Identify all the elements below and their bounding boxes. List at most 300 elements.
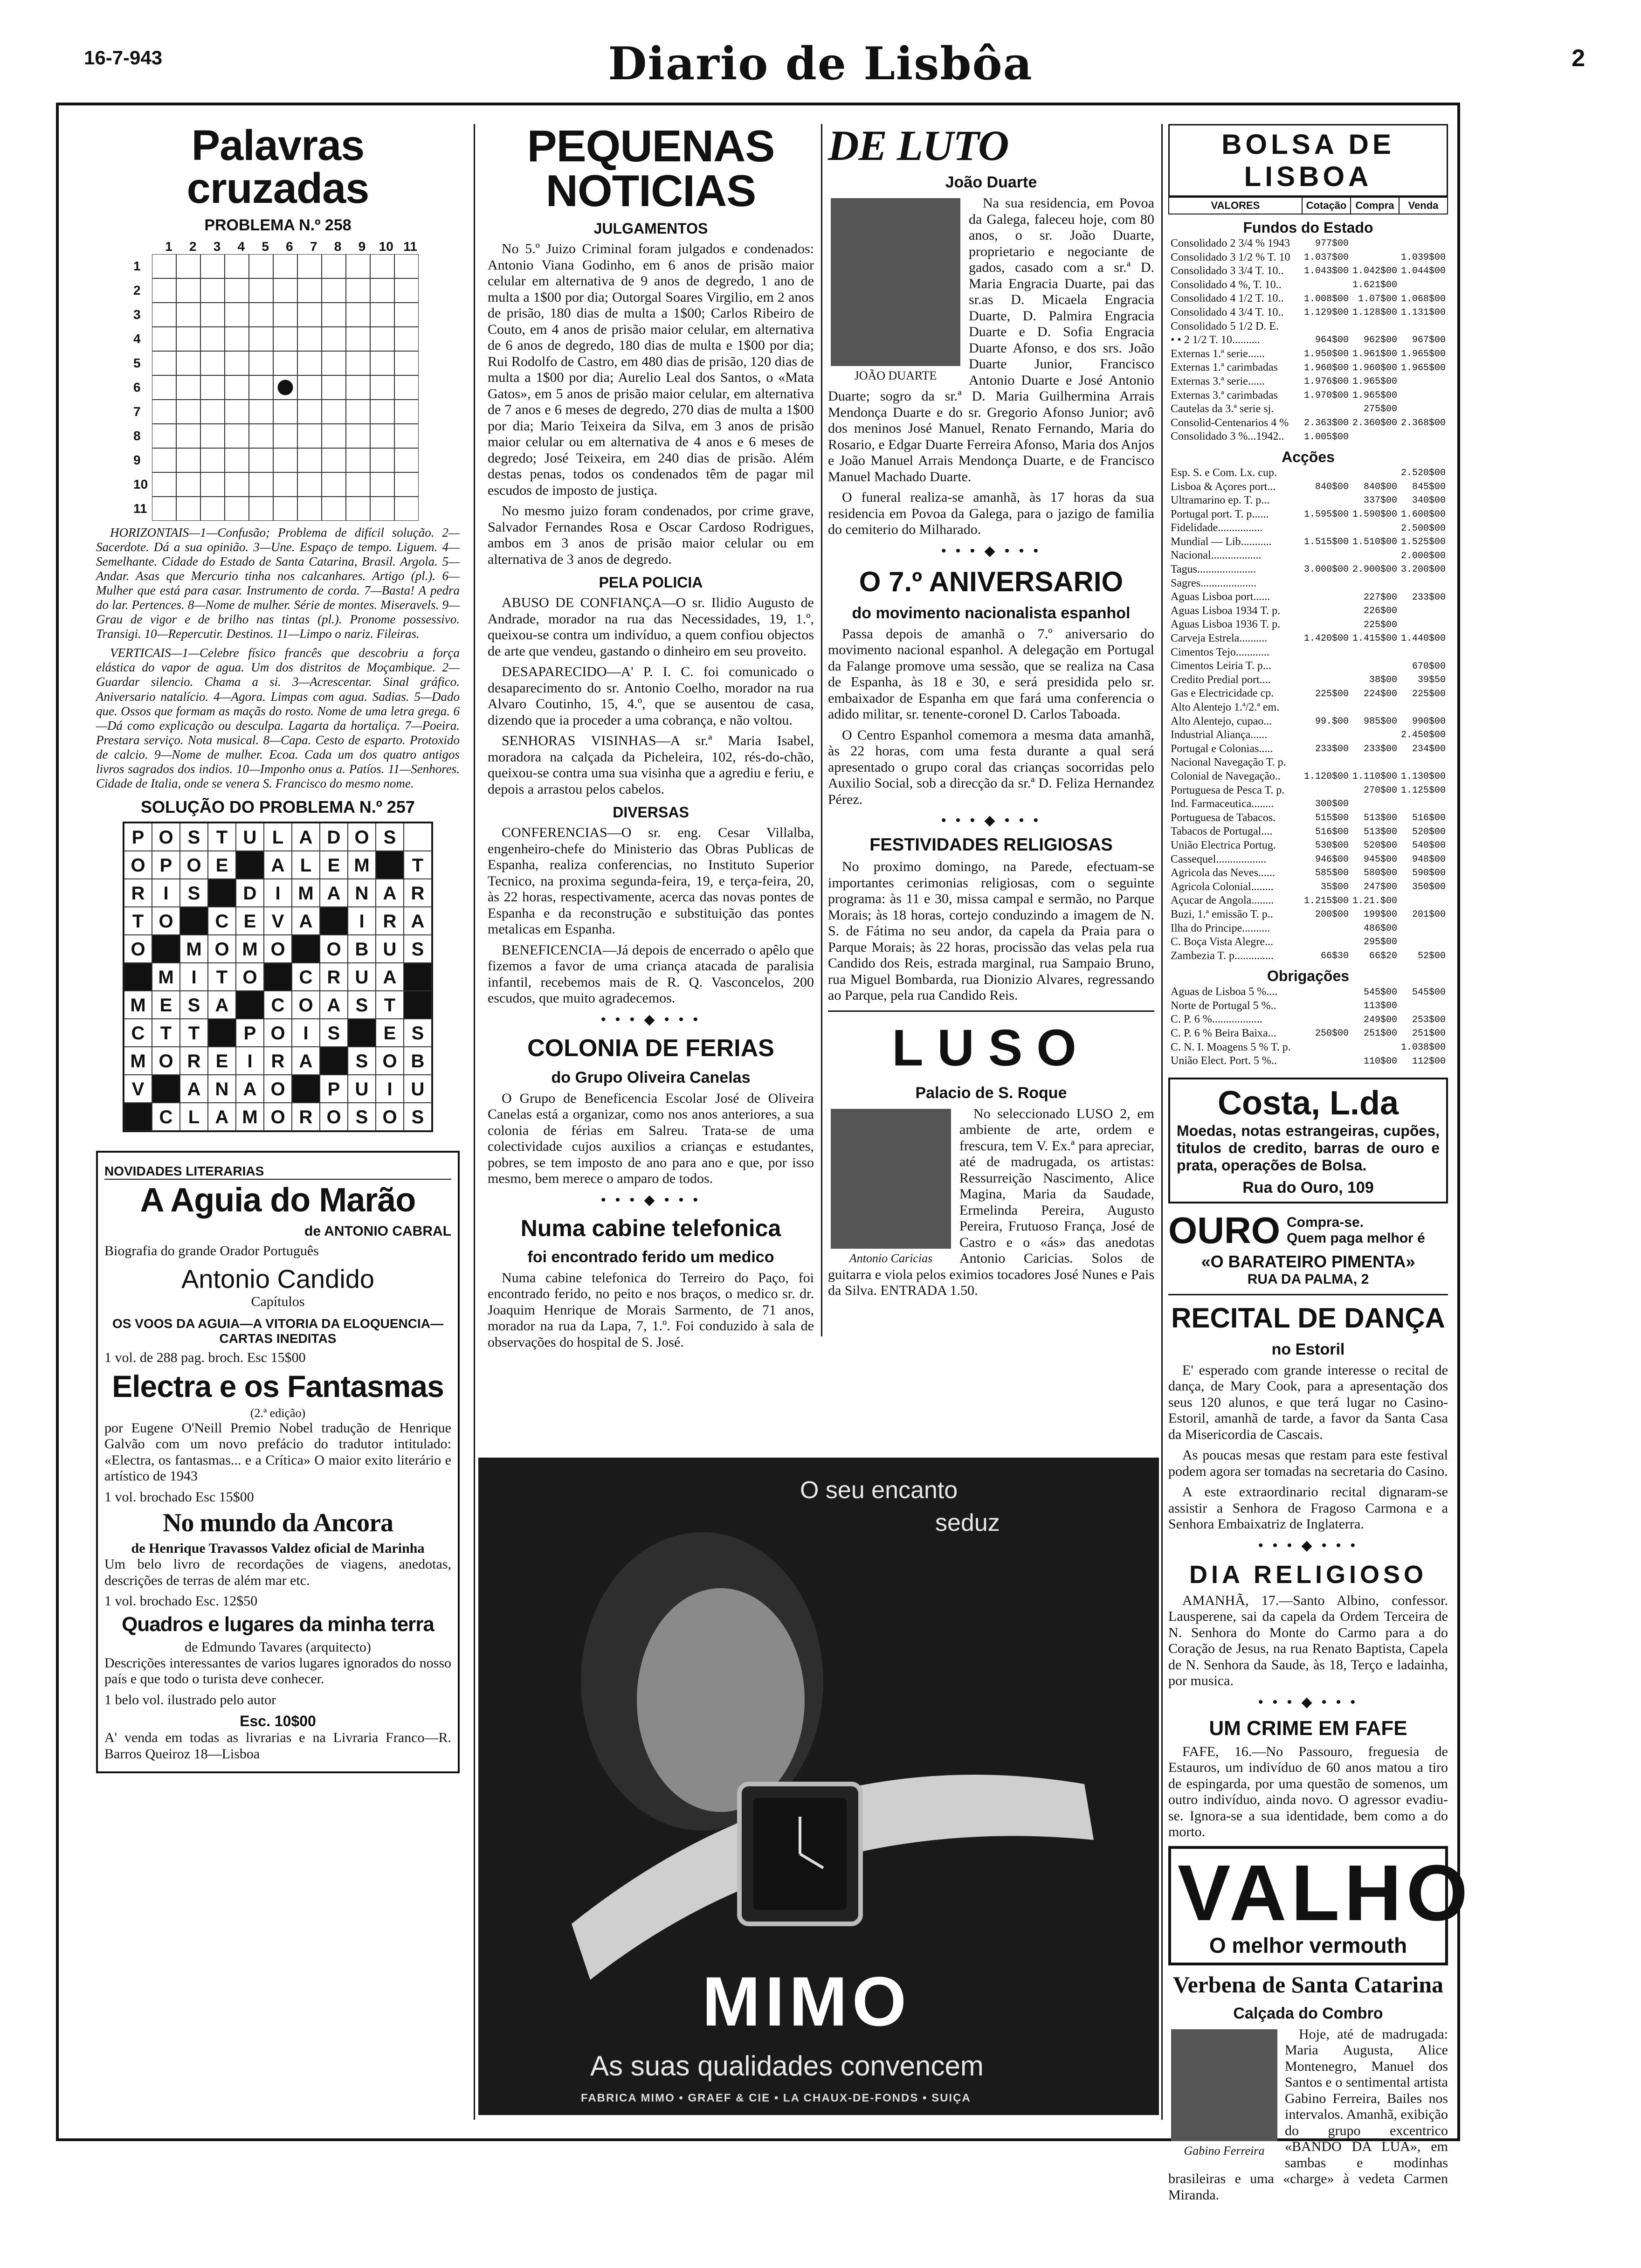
- crossword-cell[interactable]: [176, 472, 200, 497]
- crossword-col-number: 9: [358, 239, 366, 254]
- crossword-cell[interactable]: [225, 448, 249, 472]
- bolsa-row: [1169, 590, 1448, 604]
- newspaper-title: Diario de Lisbôa: [608, 37, 1033, 90]
- bolsa-price-cell: 52$00: [1417, 950, 1446, 961]
- crossword-cell[interactable]: [297, 424, 322, 448]
- julgamentos-text-1: No 5.º Juizo Criminal foram julgados e condenados: Antonio Viana Godinho, em 6 anos de prisão maior celular em alternativa de 9 anos de degredo, 1 ano de multa a 1$00 por dia; Outorgal Soares Virgilio, em 2 anos de prisão, 180 dias de multa a 1$00; Carlos Ribeiro de Couto, em 4 anos de prisão maior celular, em alternativa de 6 anos de degredo, 180 dias de multa e 1$00 por dia; Rui Rodolfo de Castro, em 480 dias de prisão, 120 dias de multa a 1$00 por dia; Aurelio Leal dos Santos, o «Mata Gatos», em 5 anos de prisão maior celular, em alternativa de 7 anos e 6 meses de degredo, 270 dias de multa a 1$00 por dia; Mario Teixeira da Silva, em 3 anos de prisão maior celular ou em alternativa de 4 anos e 6 meses de degredo; José Teixeira, em 240 dias de prisão. Além destas penas, todos os condenados têm de pagar mil escudos de imposto de justiça.: [488, 241, 814, 498]
- solution-cell: E: [320, 851, 348, 879]
- crossword-cell[interactable]: [273, 278, 297, 303]
- crossword-cell[interactable]: [152, 303, 176, 327]
- crossword-cell[interactable]: [322, 303, 346, 327]
- crossword-cell[interactable]: [200, 497, 225, 521]
- crossword-cell[interactable]: [297, 497, 322, 521]
- crossword-cell[interactable]: [322, 400, 346, 424]
- crossword-cell[interactable]: [297, 448, 322, 472]
- crossword-cell[interactable]: [225, 497, 249, 521]
- crossword-cell[interactable]: [249, 472, 273, 497]
- solution-cell: [292, 1075, 320, 1103]
- crossword-cell[interactable]: [322, 424, 346, 448]
- de-luto-title: DE LUTO: [828, 122, 1009, 169]
- bolsa-row: [1169, 646, 1448, 660]
- column-rule: [821, 124, 822, 1336]
- crossword-cell[interactable]: [273, 448, 297, 472]
- bolsa-section-name: Obrigações: [1267, 968, 1350, 985]
- crossword-row-number: 6: [133, 380, 141, 394]
- crossword-cell[interactable]: [152, 424, 176, 448]
- book3-title: No mundo da Ancora: [163, 1508, 393, 1538]
- solution-cell: E: [236, 907, 264, 935]
- solution-cell: R: [180, 1047, 208, 1075]
- bolsa-security-name: Consolidado 4 %, T. 10..: [1171, 278, 1282, 291]
- crossword-cell[interactable]: [297, 254, 322, 278]
- crossword-cell[interactable]: [273, 497, 297, 521]
- crossword-cell[interactable]: [322, 448, 346, 472]
- recital-text-3: A este extraordinario recital dignaram-se assistir a Senhora de Fragoso Carmona e a Senhora Embaixatriz de Inglaterra.: [1168, 1484, 1448, 1532]
- crossword-cell[interactable]: [200, 303, 225, 327]
- solution-cell: T: [404, 851, 432, 879]
- crossword-cell[interactable]: [152, 351, 176, 375]
- aniversario-subtitle: do movimento nacionalista espanhol: [852, 604, 1131, 622]
- crossword-cell[interactable]: [346, 448, 370, 472]
- bolsa-security-name: Nacional Navegação T. p.: [1171, 756, 1286, 769]
- crossword-cell[interactable]: [176, 448, 200, 472]
- crossword-col-number: 1: [165, 239, 172, 254]
- solution-cell: A: [208, 1103, 236, 1131]
- bolsa-price-cell: [1399, 402, 1448, 416]
- crossword-row-number: 4: [133, 332, 141, 346]
- luso-photo: [831, 1109, 951, 1249]
- bolsa-price-cell: 2.368$00: [1400, 418, 1446, 429]
- bolsa-security-name: Externas 3.ª carimbadas: [1171, 389, 1278, 401]
- crossword-cell[interactable]: [200, 278, 225, 303]
- luso-text: No seleccionado LUSO 2, em ambiente de arte, ordem e frescura, tem V. Ex.ª para apreciar, até de madrugada, os artistas: Ressurreição Nascimento, Alice Magina, Maria da Saudade, Ermelinda Pereira, Augusto Pereira, Frutuoso França, José de Castro e o «ás» das anedotas Antonio Caricias. Solos de guitarra e viola pelos eximios tocadores José Nunes e Pais da Silva. ENTRADA 1.50.: [828, 1106, 1154, 1298]
- bolsa-price-cell: [1302, 922, 1351, 936]
- solution-cell: T: [208, 963, 236, 991]
- crossword-cell[interactable]: [200, 327, 225, 351]
- crossword-cell[interactable]: [346, 254, 370, 278]
- bolsa-table: [1168, 197, 1448, 1068]
- solution-cell: T: [376, 991, 404, 1019]
- bolsa-section-row: [1169, 963, 1448, 985]
- bolsa-security-name: C. Boça Vista Alegre...: [1171, 936, 1274, 948]
- column-rule: [474, 124, 475, 2120]
- crossword-cell[interactable]: [394, 424, 419, 448]
- crossword-cell[interactable]: [297, 351, 322, 375]
- bolsa-security-name: Esp. S. e Com. Lx. cup.: [1171, 466, 1277, 479]
- crossword-cell[interactable]: [225, 278, 249, 303]
- bolsa-price-cell: 1.420$00: [1303, 633, 1349, 644]
- crossword-cell[interactable]: [370, 472, 394, 497]
- crossword-cell[interactable]: [152, 400, 176, 424]
- crossword-cell[interactable]: [394, 254, 419, 278]
- solution-cell: S: [180, 991, 208, 1019]
- solution-cell: O: [292, 991, 320, 1019]
- book3-price: 1 vol. brochado Esc. 12$50: [104, 1593, 258, 1609]
- crossword-cell[interactable]: [200, 448, 225, 472]
- solution-cell: R: [264, 1047, 292, 1075]
- issue-date: 16-7-943: [84, 47, 163, 69]
- bolsa-security-name: Consolidado 3 %...1942..: [1171, 430, 1284, 443]
- bolsa-security-name: União Elect. Port. 5 %..: [1171, 1055, 1277, 1067]
- bolsa-price-cell: 3.200$00: [1400, 564, 1446, 575]
- bolsa-price-cell: [1302, 659, 1351, 673]
- bolsa-price-cell: [1399, 999, 1448, 1013]
- bolsa-price-cell: 110$00: [1363, 1056, 1397, 1067]
- crossword-cell[interactable]: [394, 497, 419, 521]
- crossword-horizontals: HORIZONTAIS—1—Confusão; Problema de difícil solução. 2—Sacerdote. Dá a sua opinião. 3—Une. Espaço de tempo. Liguem. 4—Semelhante. Cidade do Estado de Santa Catarina, Brasil. Argola. 5—Andar. Asas que Mercurio tinha nos calcanhares. Artigo (pl.). 6—Mulher que está para casar. Instrumento de corda. 7—Basta! A pedra do lar. Pertences. 8—Nome de mulher. Série de montes. Miseravels. 9—Grau de vigor e de brilho nas tintas (pl.). Pronome possessivo. Transigi. 10—Repercutir. Destinos. 11—Limpo o nariz. Fileiras.: [96, 526, 460, 641]
- solution-cell: O: [264, 1075, 292, 1103]
- diversas-text-1: CONFERENCIAS—O sr. eng. Cesar Villalba, engenheiro-chefe do Ministerio das Obras Publicas de Espanha, realiza conferencias, no Instituto Superior Tecnico, na proxima segunda-feira, 19, e terça-feira, 20, às 22 horas, respectivamente, acerca das novas pontes de Espanha e da reconstrução e substituição das pontes metalicas em Espanha.: [488, 825, 814, 937]
- crossword-cell[interactable]: [176, 278, 200, 303]
- bolsa-price-cell: 233$00: [1315, 744, 1349, 755]
- crossword-cell[interactable]: [225, 327, 249, 351]
- crossword-cell[interactable]: [152, 497, 176, 521]
- bolsa-security-name: Consolid-Centenarios 4 %: [1171, 416, 1289, 429]
- bolsa-security-name: Consolidado 4 1/2 T. 10..: [1171, 292, 1284, 305]
- crossword-cell[interactable]: [176, 254, 200, 278]
- solution-cell: P: [320, 1075, 348, 1103]
- solution-cell: O: [264, 935, 292, 963]
- bolsa-price-cell: 585$00: [1315, 868, 1349, 879]
- crossword-cell[interactable]: [176, 327, 200, 351]
- crossword-cell[interactable]: [200, 424, 225, 448]
- bolsa-price-cell: [1302, 604, 1351, 618]
- crossword-cell[interactable]: [249, 375, 273, 400]
- book2-price: 1 vol. brochado Esc 15$00: [104, 1489, 254, 1505]
- crossword-cell[interactable]: [297, 472, 322, 497]
- bolsa-price-cell: 66$20: [1369, 950, 1397, 961]
- crossword-cell[interactable]: [394, 303, 419, 327]
- crossword-cell[interactable]: [322, 375, 346, 400]
- solution-cell: U: [376, 935, 404, 963]
- solution-cell: M: [236, 935, 264, 963]
- crossword-cell[interactable]: [322, 351, 346, 375]
- cabine-text: Numa cabine telefonica do Terreiro do Paço, foi encontrado ferido, no peito e nos braços, o medico sr. dr. Joaquim Henrique de Morais Sarmento, de 71 anos, morador na rua da Lapa, 7, 1.º. Foi conduzido à sala de observações do hospital de S. José.: [488, 1270, 814, 1350]
- solution-cell: T: [180, 1019, 208, 1047]
- crossword-cell[interactable]: [225, 254, 249, 278]
- luso-title: LUSO: [892, 1019, 1090, 1077]
- crossword-cell[interactable]: [297, 375, 322, 400]
- solution-cell: A: [208, 991, 236, 1019]
- crossword-cell[interactable]: [225, 424, 249, 448]
- book1-chapters-label: Capítulos: [251, 1294, 305, 1310]
- bolsa-price-cell: 99.$00: [1315, 716, 1349, 727]
- solution-cell: S: [180, 823, 208, 851]
- crossword-cell[interactable]: [370, 424, 394, 448]
- crossword-cell[interactable]: [394, 448, 419, 472]
- bolsa-security-name: Aguas de Lisboa 5 %....: [1171, 986, 1278, 998]
- bolsa-header-venda: Venda: [1399, 197, 1448, 214]
- bolsa-section-name: Fundos do Estado: [1243, 219, 1373, 236]
- solution-cell: C: [292, 963, 320, 991]
- crossword-cell[interactable]: [249, 303, 273, 327]
- crossword-cell[interactable]: [152, 448, 176, 472]
- column-crossword: [96, 124, 460, 2120]
- crossword-cell[interactable]: [176, 497, 200, 521]
- bolsa-price-cell: [1399, 894, 1448, 908]
- bolsa-price-cell: 1.130$00: [1400, 771, 1446, 782]
- bolsa-row: [1169, 797, 1448, 811]
- bolsa-security-name: Lisboa & Açores port...: [1171, 480, 1276, 493]
- bolsa-row: [1169, 770, 1448, 784]
- bolsa-price-cell: [1351, 756, 1399, 770]
- crossword-col-number: 6: [286, 239, 293, 254]
- bolsa-row: [1169, 935, 1448, 949]
- crossword-cell[interactable]: [176, 400, 200, 424]
- crossword-row-number: 3: [133, 307, 141, 322]
- crossword-cell[interactable]: [394, 472, 419, 497]
- bolsa-security-name: C. N. I. Moagens 5 % T. p.: [1171, 1041, 1291, 1053]
- crossword-cell[interactable]: [370, 448, 394, 472]
- bolsa-security-name: Consolidado 3 1/2 % T. 10: [1171, 251, 1290, 263]
- crossword-cell[interactable]: [152, 327, 176, 351]
- bolsa-price-cell: 1.415$00: [1352, 633, 1397, 644]
- crossword-cell[interactable]: [346, 278, 370, 303]
- pequenas-noticias-title: PEQUENAS NOTICIAS: [527, 121, 775, 216]
- bolsa-price-cell: 516$00: [1315, 826, 1349, 837]
- solution-cell: [236, 991, 264, 1019]
- page-header: [0, 0, 1641, 93]
- crossword-cell[interactable]: [200, 400, 225, 424]
- crossword-cell[interactable]: [200, 351, 225, 375]
- bolsa-price-cell: 1.525$00: [1400, 537, 1446, 548]
- bolsa-price-cell: [1351, 577, 1399, 591]
- crossword-cell[interactable]: [322, 497, 346, 521]
- solution-cell: R: [320, 963, 348, 991]
- solution-cell: S: [180, 879, 208, 907]
- crossword-cell[interactable]: [273, 351, 297, 375]
- ouro-line1: Compra-se.: [1287, 1214, 1364, 1230]
- bolsa-price-cell: 270$00: [1363, 785, 1397, 796]
- bolsa-price-cell: [1302, 756, 1351, 770]
- solution-cell: O: [376, 1103, 404, 1131]
- solution-cell: I: [376, 1075, 404, 1103]
- crossword-cell[interactable]: [346, 424, 370, 448]
- bolsa-price-cell: 234$00: [1412, 744, 1446, 755]
- crossword-cell[interactable]: [200, 375, 225, 400]
- crossword-cell[interactable]: [346, 327, 370, 351]
- crossword-cell[interactable]: [297, 327, 322, 351]
- crossword-cell[interactable]: [200, 254, 225, 278]
- bolsa-price-cell: 2.500$00: [1400, 523, 1446, 534]
- crossword-cell[interactable]: [370, 254, 394, 278]
- crossword-col-number: 5: [262, 239, 269, 254]
- diversas-heading: DIVERSAS: [613, 804, 689, 821]
- crossword-col-number: 8: [334, 239, 342, 254]
- bolsa-price-cell: 2.520$00: [1400, 468, 1446, 479]
- crossword-cell[interactable]: [273, 254, 297, 278]
- solution-cell: [404, 991, 432, 1019]
- bolsa-price-cell: [1302, 521, 1351, 535]
- solution-cell: M: [348, 851, 376, 879]
- crossword-cell[interactable]: [346, 472, 370, 497]
- bolsa-price-cell: 840$00: [1363, 481, 1397, 492]
- bolsa-security-name: Agricola Colonial........: [1171, 880, 1274, 893]
- crossword-cell[interactable]: [346, 351, 370, 375]
- crossword-cell[interactable]: [225, 303, 249, 327]
- bolsa-security-name: Mundial — Lib...........: [1171, 535, 1272, 548]
- bolsa-price-cell: 233$00: [1363, 744, 1397, 755]
- bolsa-price-cell: 545$00: [1412, 987, 1446, 998]
- crossword-cell[interactable]: [200, 472, 225, 497]
- bolsa-price-cell: 580$00: [1363, 868, 1397, 879]
- bolsa-row: [1169, 1041, 1448, 1055]
- crossword-cell[interactable]: [394, 351, 419, 375]
- bolsa-security-name: Cautelas da 3.ª serie sj.: [1171, 403, 1274, 415]
- bolsa-price-cell: 845$00: [1412, 481, 1446, 492]
- book2-edition: (2.ª edição): [250, 1406, 306, 1420]
- mimo-footer: FABRICA MIMO • GRAEF & CIE • LA CHAUX-DE-FONDS • SUIÇA: [581, 2092, 971, 2104]
- bolsa-price-cell: 590$00: [1412, 868, 1446, 879]
- crossword-cell[interactable]: [273, 400, 297, 424]
- solution-cell: A: [320, 991, 348, 1019]
- crossword-col-number: 4: [237, 239, 245, 254]
- crossword-cell[interactable]: [249, 327, 273, 351]
- bolsa-price-cell: 520$00: [1363, 840, 1397, 851]
- crossword-cell[interactable]: [249, 278, 273, 303]
- solution-cell: M: [152, 963, 180, 991]
- ornament-divider: • • • ◆ • • •: [1258, 1694, 1358, 1710]
- crossword-cell[interactable]: [394, 400, 419, 424]
- crossword-cell[interactable]: [346, 303, 370, 327]
- crossword-cell[interactable]: [322, 278, 346, 303]
- solution-cell: N: [348, 879, 376, 907]
- crossword-cell[interactable]: [273, 327, 297, 351]
- crossword-cell[interactable]: [176, 424, 200, 448]
- crossword-cell[interactable]: [346, 375, 370, 400]
- bolsa-security-name: Consolidado 3 3/4 T. 10..: [1171, 265, 1284, 277]
- bolsa-security-name: Aguas Lisboa 1934 T. p.: [1171, 604, 1281, 617]
- solution-cell: A: [292, 823, 320, 851]
- crossword-cell[interactable]: [152, 254, 176, 278]
- crossword-cell[interactable]: [370, 327, 394, 351]
- crossword-cell[interactable]: [249, 424, 273, 448]
- bolsa-row: [1169, 389, 1448, 403]
- crossword-cell[interactable]: [297, 303, 322, 327]
- bolsa-price-cell: 1.515$00: [1303, 537, 1349, 548]
- solution-cell: O: [124, 851, 152, 879]
- book4-author: de Edmundo Tavares (arquitecto): [185, 1639, 371, 1655]
- solution-cell: S: [348, 1047, 376, 1075]
- crossword-cell[interactable]: [152, 278, 176, 303]
- crossword-cell[interactable]: [297, 400, 322, 424]
- crossword-cell[interactable]: [297, 278, 322, 303]
- bolsa-security-name: Carveja Estrela..........: [1171, 632, 1268, 645]
- crossword-cell[interactable]: [249, 448, 273, 472]
- ornament-divider: • • • ◆ • • •: [941, 543, 1041, 559]
- solution-cell: T: [124, 907, 152, 935]
- bolsa-price-cell: 233$00: [1412, 592, 1446, 603]
- solution-cell: A: [376, 963, 404, 991]
- crossword-cell[interactable]: [249, 351, 273, 375]
- bolsa-price-cell: 1.044$00: [1400, 266, 1446, 277]
- bolsa-price-cell: [1399, 797, 1448, 811]
- solution-cell: M: [180, 935, 208, 963]
- bolsa-row: [1169, 333, 1448, 347]
- bolsa-price-cell: 250$00: [1315, 1028, 1349, 1039]
- crossword-cell[interactable]: [370, 375, 394, 400]
- crossword-cell[interactable]: [394, 327, 419, 351]
- bolsa-price-cell: [1302, 1013, 1351, 1027]
- crossword-cell[interactable]: [225, 400, 249, 424]
- bolsa-row: [1169, 632, 1448, 646]
- crossword-cell[interactable]: [225, 375, 249, 400]
- ouro-word: OURO: [1168, 1209, 1280, 1251]
- verbena-photo: [1171, 2029, 1277, 2141]
- crossword-cell[interactable]: [273, 424, 297, 448]
- bolsa-row: [1169, 402, 1448, 416]
- solution-cell: A: [292, 907, 320, 935]
- valho-subtitle: O melhor vermouth: [1209, 1933, 1407, 1957]
- crossword-cell[interactable]: [273, 472, 297, 497]
- crossword-cell[interactable]: [322, 327, 346, 351]
- crossword-cell[interactable]: [225, 351, 249, 375]
- bolsa-price-cell: [1399, 935, 1448, 949]
- bolsa-row: [1169, 1013, 1448, 1027]
- crossword-cell[interactable]: [225, 472, 249, 497]
- crossword-cell[interactable]: [370, 497, 394, 521]
- crossword-cell[interactable]: [370, 400, 394, 424]
- bolsa-price-cell: [1399, 577, 1448, 591]
- bolsa-security-name: C. P. 6 % Beira Baixa...: [1171, 1027, 1276, 1040]
- crossword-cell[interactable]: [176, 351, 200, 375]
- bolsa-row: [1169, 853, 1448, 867]
- bolsa-security-name: Buzi, 1.ª emissão T. p..: [1171, 908, 1273, 920]
- bolsa-price-cell: 1.005$00: [1303, 431, 1349, 443]
- solution-cell: [208, 879, 236, 907]
- bolsa-price-cell: [1399, 237, 1448, 251]
- bolsa-title: BOLSA DE LISBOA: [1168, 124, 1448, 197]
- crossword-cell[interactable]: [346, 497, 370, 521]
- julgamentos-text-2: No mesmo juizo foram condenados, por crime grave, Salvador Fernandes Rosa e Oscar Cardoso Rodrigues, ambos em 3 anos de prisão maior celular ou em alternativa de 3 anos de degredo.: [488, 503, 814, 567]
- bolsa-security-name: Consolidado 2 3/4 % 1943: [1171, 237, 1290, 249]
- bolsa-row: [1169, 894, 1448, 908]
- bolsa-security-name: Externas 1.ª serie......: [1171, 347, 1265, 360]
- crossword-cell[interactable]: [152, 375, 176, 400]
- bolsa-price-cell: [1399, 756, 1448, 770]
- policia-heading: PELA POLICIA: [599, 574, 703, 591]
- crossword-cell[interactable]: [176, 375, 200, 400]
- crossword-cell[interactable]: [152, 472, 176, 497]
- crossword-cell[interactable]: [370, 303, 394, 327]
- crossword-cell[interactable]: [273, 375, 297, 400]
- crossword-cell[interactable]: [322, 254, 346, 278]
- crossword-cell[interactable]: [370, 351, 394, 375]
- crossword-cell[interactable]: [394, 375, 419, 400]
- crossword-cell[interactable]: [322, 472, 346, 497]
- book4-price: Esc. 10$00: [240, 1713, 316, 1730]
- bolsa-price-cell: 66$30: [1320, 950, 1349, 961]
- crossword-cell[interactable]: [273, 303, 297, 327]
- bolsa-price-cell: 513$00: [1363, 826, 1397, 837]
- bolsa-row: [1169, 375, 1448, 389]
- bolsa-row: [1169, 521, 1448, 535]
- festividades-title: FESTIVIDADES RELIGIOSAS: [869, 835, 1113, 855]
- bolsa-section-name: Acções: [1282, 448, 1335, 465]
- crossword-cell[interactable]: [249, 400, 273, 424]
- crossword-cell[interactable]: [249, 254, 273, 278]
- crossword-cell[interactable]: [394, 278, 419, 303]
- bolsa-price-cell: [1302, 646, 1351, 660]
- crossword-cell[interactable]: [370, 278, 394, 303]
- bolsa-security-name: Açucar de Angola........: [1171, 894, 1274, 907]
- book2-description: por Eugene O'Neill Premio Nobel tradução de Henrique Galvão com um novo prefácio do tradutor intitulado: «Electra, os fantasmas... e a Crítica» O maior exito literário e artístico de 1943: [104, 1420, 451, 1484]
- solution-cell: S: [348, 1103, 376, 1131]
- crossword-cell[interactable]: [176, 303, 200, 327]
- crossword-cell[interactable]: [249, 497, 273, 521]
- bolsa-price-cell: [1351, 430, 1399, 444]
- crossword-cell[interactable]: [346, 400, 370, 424]
